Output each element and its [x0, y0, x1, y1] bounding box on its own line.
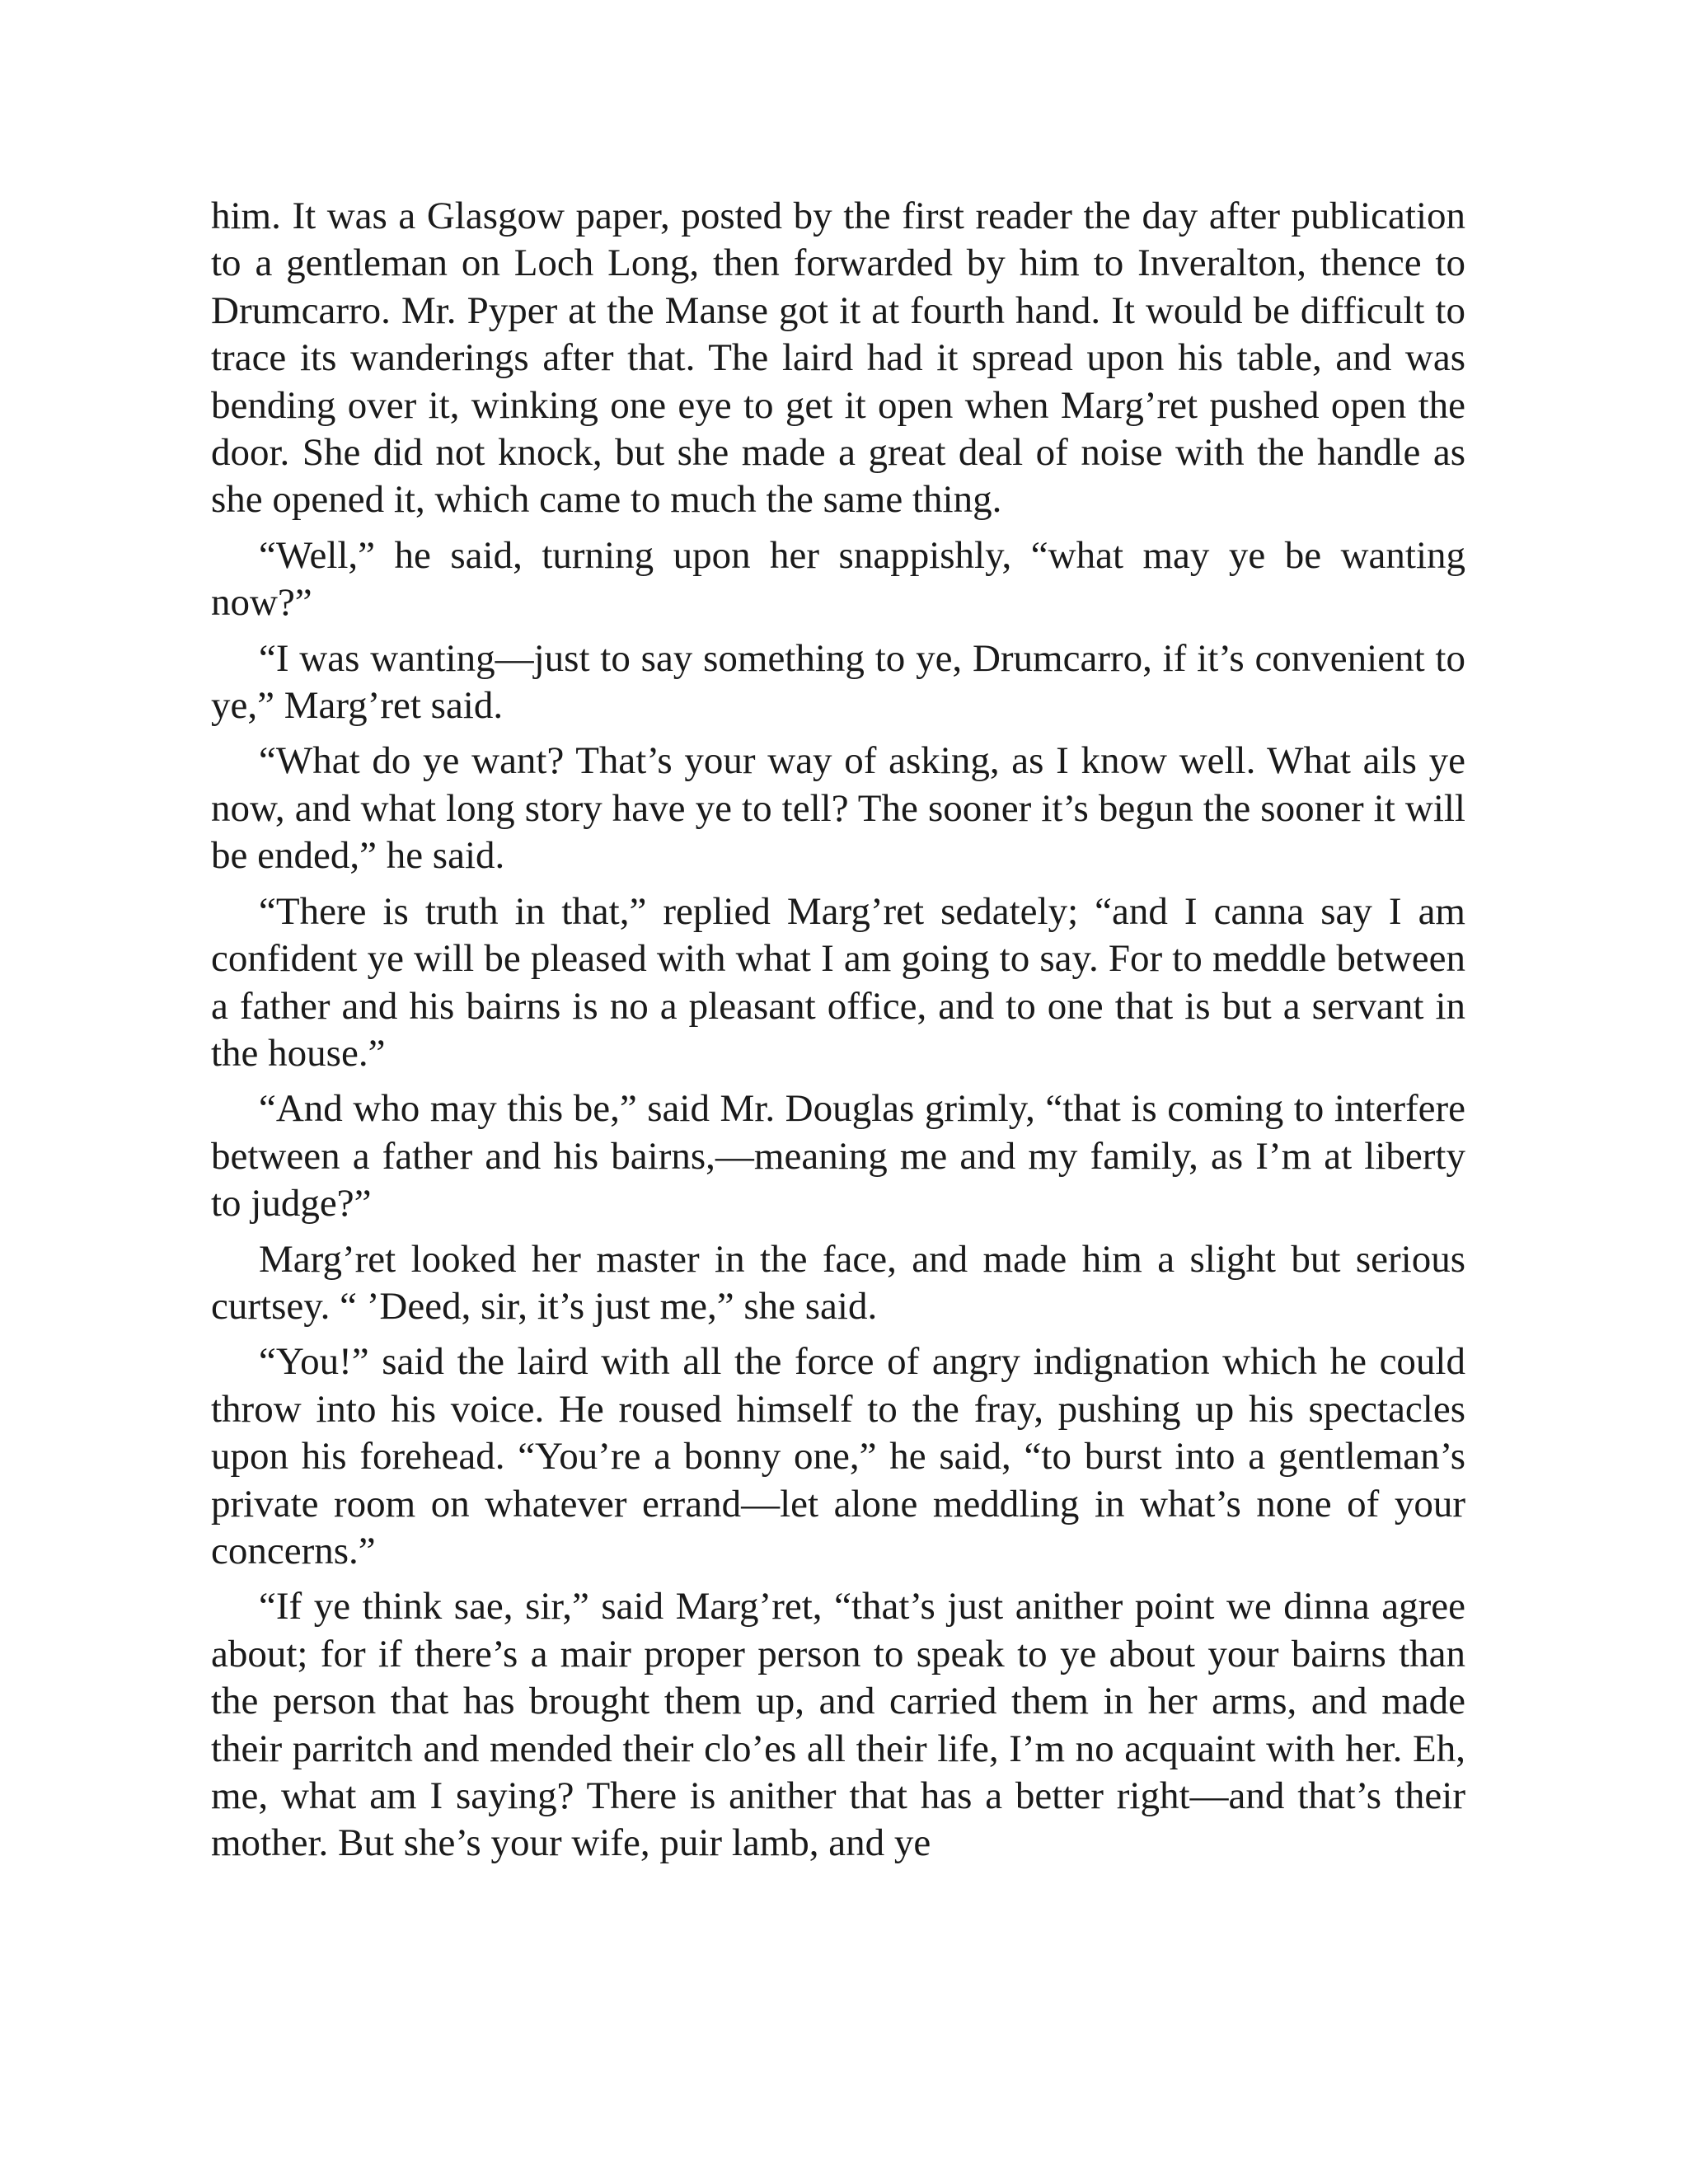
paragraph-1: him. It was a Glasgow paper, posted by the first reader the day after publication to a gentleman on Loch Long, then forwarded by him to Inveralton, thence to Drumcarro. Mr. Pyper at the Manse got it at fourth hand. It would be difficult to trace its wanderings after that. The laird had it spread upon his table, and was bending over it, winking one eye to get it open when Marg’ret pushed open the door. She did not knock, but she made a great deal of noise with the handle as she opened it, which came to much the same thing.	[211, 194, 1465, 522]
paragraph-3: “I was wanting—just to say something to ye, Drumcarro, if it’s convenient to ye,” Marg’ret said.	[211, 636, 1465, 728]
paragraph-8: “You!” said the laird with all the force of angry indignation which he could throw into his voice. He roused himself to the fray, pushing up his spectacles upon his forehead. “You’re a bonny one,” he said, “to burst into a gentleman’s private room on whatever errand—let alone meddling in what’s none of your concerns.”	[211, 1340, 1465, 1572]
paragraph-5: “There is truth in that,” replied Marg’ret sedately; “and I canna say I am confident ye will be pleased with what I am going to say. For to meddle between a father and his bairns is no a pleasant office, and to one that is but a servant in the house.”	[211, 889, 1465, 1075]
paragraph-9: “If ye think sae, sir,” said Marg’ret, “that’s just anither point we dinna agree about; for if there’s a mair proper person to speak to ye about your bairns than the person that has brought them up, and carried them in her arms, and made their parritch and mended their clo’es all their life, I’m no acquaint with her. Eh, me, what am I saying? There is anither that has a better right—and that’s their mother. But she’s your wife, puir lamb, and ye	[211, 1585, 1465, 1865]
paragraph-2: “Well,” he said, turning upon her snappishly, “what may ye be wanting now?”	[211, 533, 1465, 625]
paragraph-4: “What do ye want? That’s your way of asking, as I know well. What ails ye now, and what long story have ye to tell? The sooner it’s begun the sooner it will be ended,” he said.	[211, 739, 1465, 878]
paragraph-6: “And who may this be,” said Mr. Douglas grimly, “that is coming to interfere between a father and his bairns,—meaning me and my family, as I’m at liberty to judge?”	[211, 1087, 1465, 1226]
paragraph-7: Marg’ret looked her master in the face, and made him a slight but serious curtsey. “ ’Deed, sir, it’s just me,” she said.	[211, 1237, 1465, 1328]
page-body	[211, 193, 1465, 1876]
